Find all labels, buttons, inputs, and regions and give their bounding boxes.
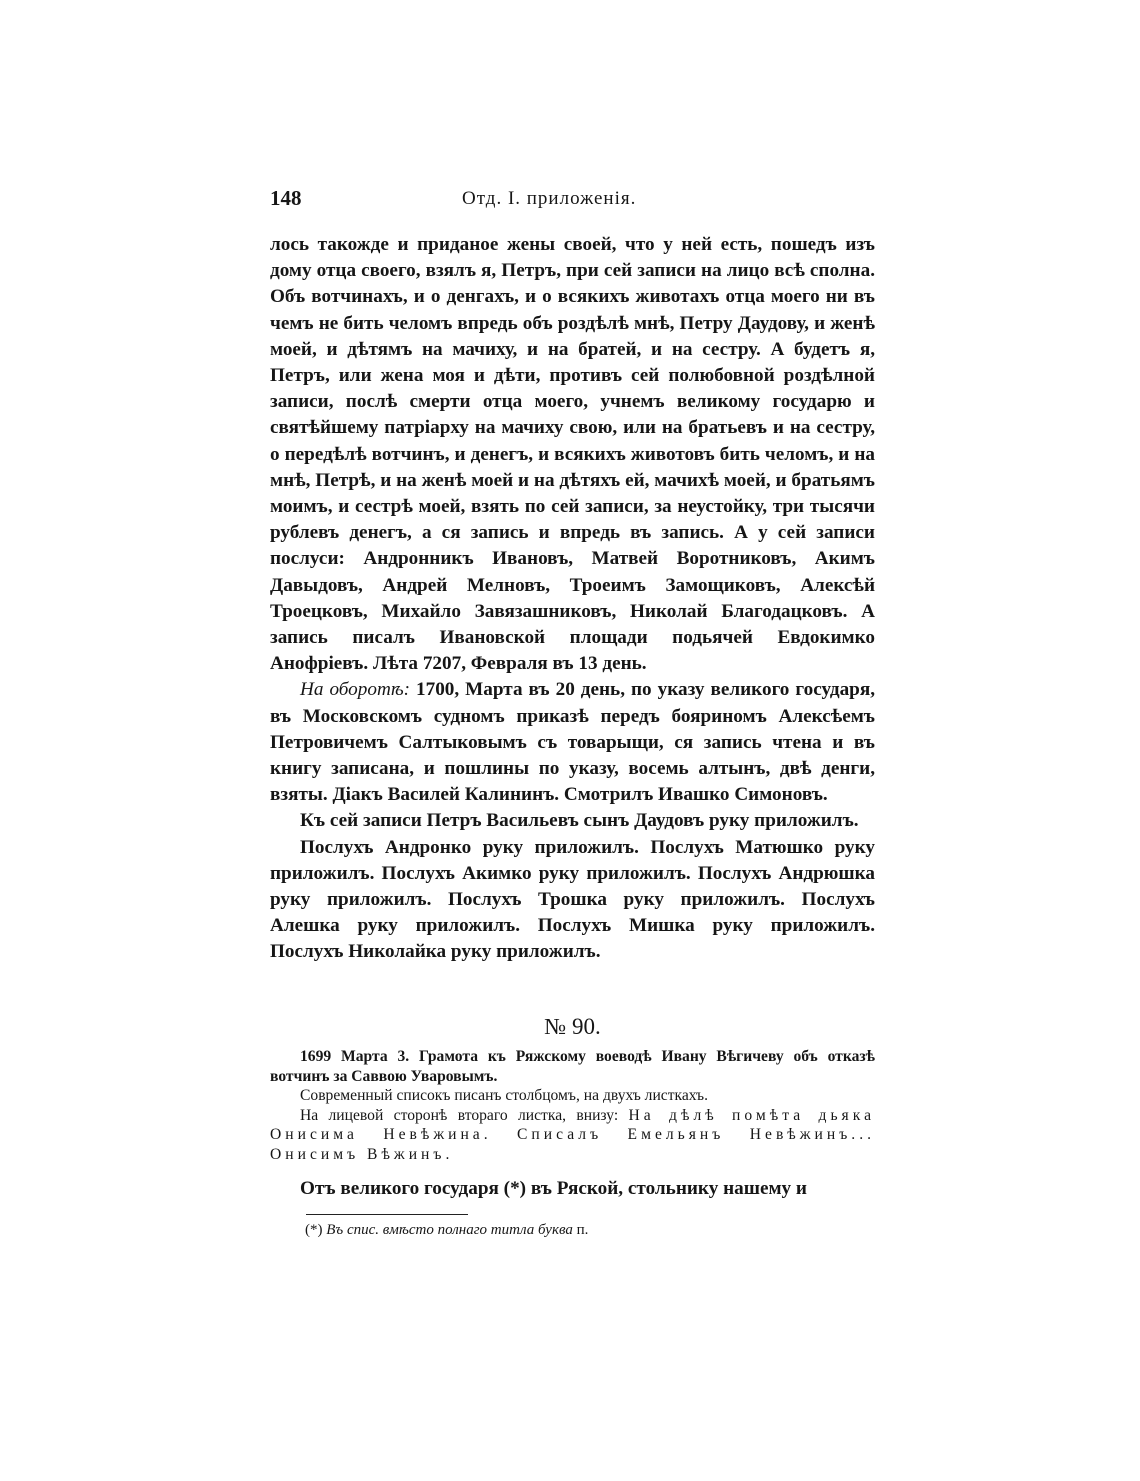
footnote-end-text: п. [572,1222,589,1238]
footnote-marker: (*) [305,1222,327,1238]
document-note-copy: Современный списокъ писанъ столбцомъ, на двухъ листкахъ. [300,1087,708,1104]
document-heading [270,1047,875,1164]
page-header [270,186,875,218]
paragraph-witnesses: Послухъ Андронко руку приложилъ. Послухъ Матюшко руку приложилъ. Послухъ Акимко руку приложилъ. Послухъ Андрюшка руку приложилъ. Послухъ Трошка руку приложилъ. Послухъ Алешка руку приложилъ. Послухъ Мишка руку приложилъ. Послухъ Николайка руку приложилъ. [270,836,875,963]
document-note-annotation [270,1106,875,1165]
footnote-italic-text: Въ спис. вмѣсто полнаго титла буква [326,1222,573,1238]
reverse-note-text: 1700, Марта въ 20 день, по указу великого государя, въ Московскомъ судномъ приказѣ передъ бояриномъ Алексѣемъ Петровичемъ Салтыковымъ съ товарыщи, ся запись чтена и въ книгу записана, и пошлины по указу, восемь алтынъ, двѣ денги, взяты. Діакъ Василей Калининъ. Смотрилъ Ивашко Симоновъ. [270,679,876,806]
main-text [270,232,875,966]
footnote-divider [306,1214,468,1215]
page-number: 148 [270,186,302,210]
paragraph-reverse-note [270,677,875,808]
paragraph-signature: Къ сей записи Петръ Васильевъ сынъ Даудовъ руку приложилъ. [300,810,859,832]
reverse-note-label: На оборотѣ: [300,679,411,701]
document-opening-line: Отъ великого государя (*) въ Ряской, стольнику нашему и [300,1178,807,1199]
paragraph-deed-continuation: лось такожде и приданое жены своей, что у ней есть, пошедъ изъ дому отца своего, взялъ я, Петръ, при сей записи на лицо всѣ сполна. Объ вотчинахъ, и о денгахъ, и о всякихъ животахъ отца моего ни въ чемъ не бить челомъ впредь объ роздѣлѣ мнѣ, Петру Даудову, и женѣ моей, и дѣтямъ на мачиху, и на братей, и на сестру. А будетъ я, Петръ, или жена моя и дѣти, противъ сей полюбовной роздѣлной записи, послѣ смерти отца моего, учнемъ великому государю и святѣйшему патріарху на мачиху свою, или на братьевъ и на сестру, о передѣлѣ вотчинъ, и денегъ, и всякихъ животовъ бить челомъ, и на мнѣ, Петрѣ, и на женѣ моей и на дѣтяхъ ей, мачихѣ моей, и братьямъ моимъ, и сестрѣ моей, взять по сей записи, за неустойку, три тысячи рублевъ денегъ, а ся запись и впредь въ запись. А у сей записи послуси: Андронникъ Ивановъ, Матвей Воротниковъ, Акимъ Давыдовъ, Андрей Мелновъ, Троеимъ Замощиковъ, Алексѣй Троецковъ, Михайло Завязашниковъ, Николай Благодацковъ. А запись писалъ Ивановской площади подьячей Евдокимко Анофріевъ. Лѣта 7207, Февраля въ 13 день. [270,234,875,675]
document-number: № 90. [544,1014,601,1039]
footnote [305,1222,588,1239]
annotation-prefix: На лицевой сторонѣ втораго листка, внизу: [300,1106,629,1124]
annotation-spaced-text: На дѣлѣ помѣта дьяка Онисима Невѣжина. Списалъ Емельянъ Невѣжинъ... Онисимъ Вѣжинъ. [270,1106,875,1163]
document-title: 1699 Марта 3. Грамота къ Ряжскому воеводѣ Ивану Вѣгичеву объ отказѣ вотчинъ за Саввою Уваровымъ. [270,1048,875,1085]
running-head: Отд. I. приложенія. [462,188,637,209]
